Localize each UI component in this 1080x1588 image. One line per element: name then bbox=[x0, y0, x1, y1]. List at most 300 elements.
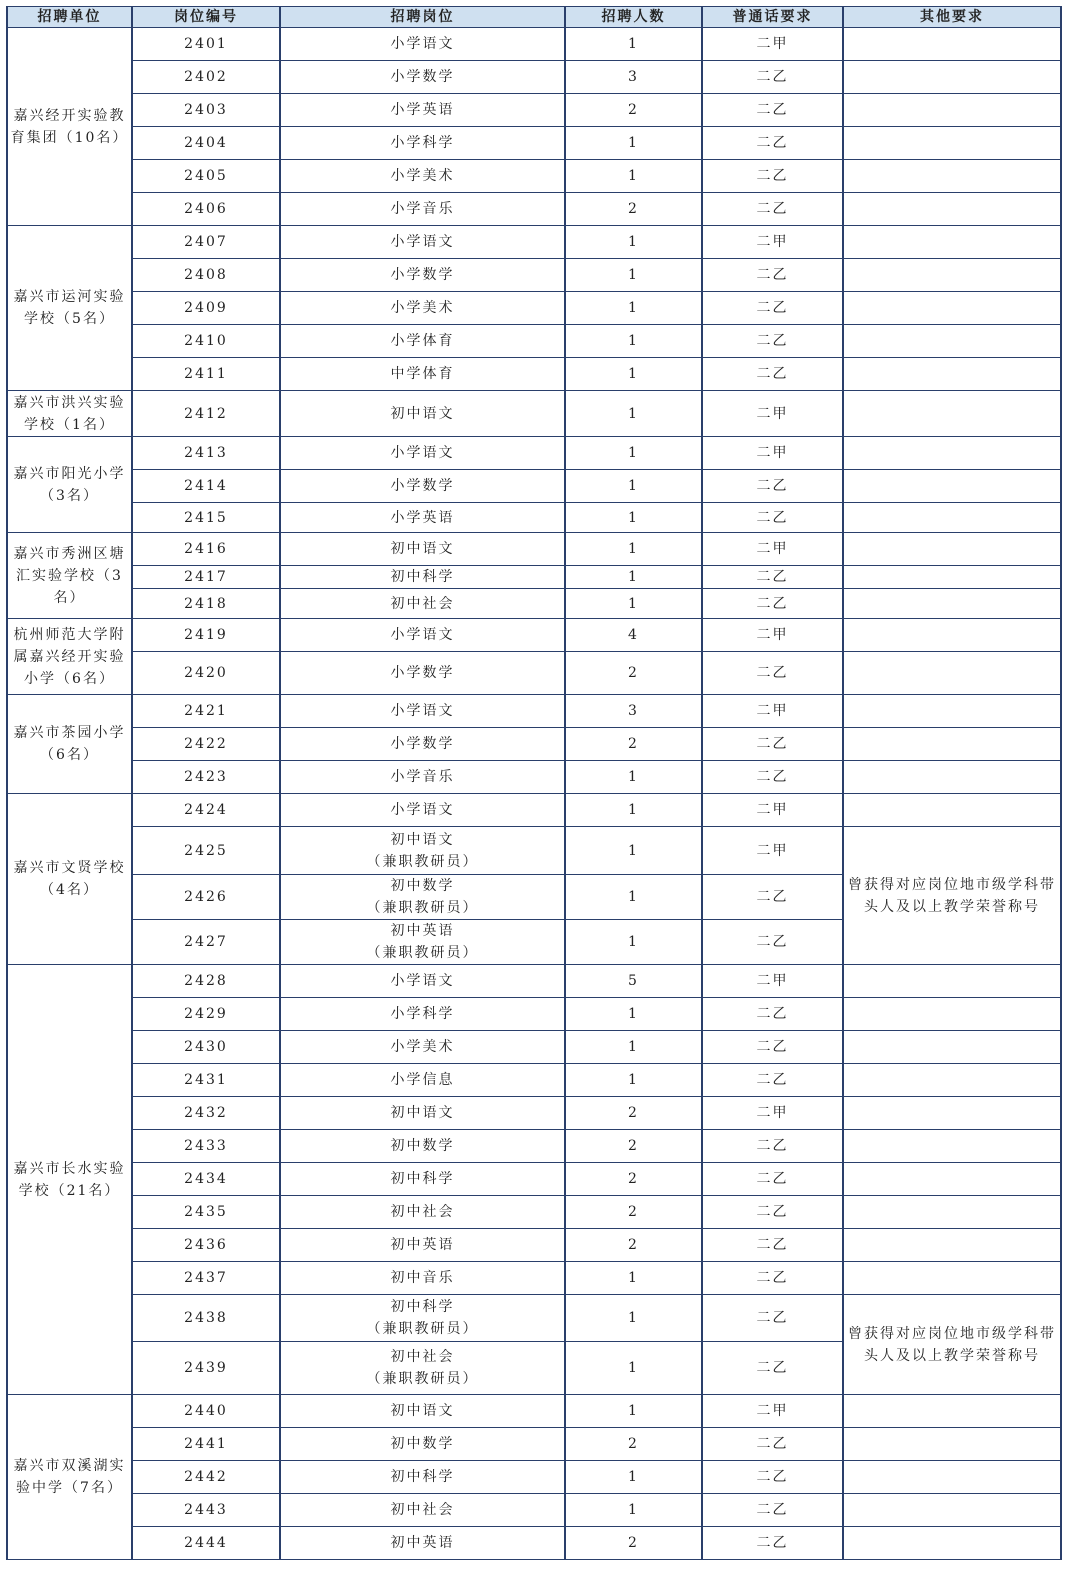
mandarin-cell: 二甲 bbox=[702, 391, 843, 437]
post-note: （兼职教研员） bbox=[366, 853, 479, 870]
code-cell: 2414 bbox=[132, 470, 280, 503]
post-name: 初中英语 bbox=[390, 1535, 455, 1551]
count-cell: 2 bbox=[565, 193, 702, 226]
code-cell: 2411 bbox=[132, 358, 280, 391]
count-cell: 1 bbox=[565, 391, 702, 437]
post-cell bbox=[280, 1064, 565, 1097]
mandarin-cell: 二甲 bbox=[702, 28, 843, 61]
post-cell bbox=[280, 391, 565, 437]
code-cell: 2440 bbox=[132, 1395, 280, 1428]
code-cell: 2442 bbox=[132, 1461, 280, 1494]
table-row bbox=[7, 1295, 1061, 1342]
table-row bbox=[7, 566, 1061, 589]
code-cell: 2430 bbox=[132, 1031, 280, 1064]
post-name: 小学语文 bbox=[390, 802, 455, 818]
mandarin-cell: 二甲 bbox=[702, 619, 843, 652]
other-requirement-cell: 曾获得对应岗位地市级学科带头人及以上教学荣誉称号 bbox=[843, 1295, 1061, 1395]
count-cell: 1 bbox=[565, 1461, 702, 1494]
table-row bbox=[7, 470, 1061, 503]
mandarin-cell: 二乙 bbox=[702, 998, 843, 1031]
code-cell: 2421 bbox=[132, 695, 280, 728]
code-cell: 2410 bbox=[132, 325, 280, 358]
count-cell: 2 bbox=[565, 652, 702, 695]
post-name: 初中科学 bbox=[390, 1171, 455, 1187]
other-requirement-cell bbox=[843, 794, 1061, 827]
post-cell bbox=[280, 1461, 565, 1494]
table-row bbox=[7, 292, 1061, 325]
code-cell: 2408 bbox=[132, 259, 280, 292]
count-cell: 1 bbox=[565, 761, 702, 794]
count-cell: 2 bbox=[565, 94, 702, 127]
post-name: 初中语文 bbox=[390, 831, 455, 848]
mandarin-cell: 二乙 bbox=[702, 728, 843, 761]
mandarin-cell: 二乙 bbox=[702, 1295, 843, 1342]
post-name: 小学语文 bbox=[390, 703, 455, 719]
unit-cell: 嘉兴市文贤学校（4名） bbox=[7, 794, 132, 965]
count-cell: 2 bbox=[565, 1196, 702, 1229]
count-cell: 1 bbox=[565, 794, 702, 827]
post-cell bbox=[280, 94, 565, 127]
header-post: 招聘岗位 bbox=[280, 7, 565, 28]
table-row bbox=[7, 1494, 1061, 1527]
post-name: 初中科学 bbox=[390, 1299, 455, 1315]
post-cell bbox=[280, 1342, 565, 1395]
post-name: 小学语文 bbox=[390, 445, 455, 461]
code-cell: 2435 bbox=[132, 1196, 280, 1229]
mandarin-cell: 二甲 bbox=[702, 794, 843, 827]
table-row bbox=[7, 533, 1061, 566]
post-name: 小学美术 bbox=[390, 168, 455, 184]
table-row bbox=[7, 965, 1061, 998]
mandarin-cell: 二乙 bbox=[702, 566, 843, 589]
count-cell: 2 bbox=[565, 728, 702, 761]
post-cell bbox=[280, 965, 565, 998]
mandarin-cell: 二乙 bbox=[702, 292, 843, 325]
code-cell: 2406 bbox=[132, 193, 280, 226]
post-cell bbox=[280, 619, 565, 652]
count-cell: 3 bbox=[565, 695, 702, 728]
code-cell: 2441 bbox=[132, 1428, 280, 1461]
code-cell: 2405 bbox=[132, 160, 280, 193]
post-cell bbox=[280, 437, 565, 470]
other-requirement-cell bbox=[843, 226, 1061, 259]
post-name: 初中社会 bbox=[390, 1502, 455, 1518]
post-cell bbox=[280, 1130, 565, 1163]
code-cell: 2403 bbox=[132, 94, 280, 127]
code-cell: 2401 bbox=[132, 28, 280, 61]
other-requirement-cell bbox=[843, 1395, 1061, 1428]
post-name: 小学美术 bbox=[390, 1039, 455, 1055]
other-requirement-cell bbox=[843, 1196, 1061, 1229]
post-cell bbox=[280, 1395, 565, 1428]
post-cell bbox=[280, 761, 565, 794]
count-cell: 2 bbox=[565, 1229, 702, 1262]
mandarin-cell: 二乙 bbox=[702, 1229, 843, 1262]
table-row bbox=[7, 358, 1061, 391]
code-cell: 2417 bbox=[132, 566, 280, 589]
post-name: 小学语文 bbox=[390, 627, 455, 643]
post-cell bbox=[280, 1163, 565, 1196]
mandarin-cell: 二乙 bbox=[702, 61, 843, 94]
post-name: 初中语文 bbox=[390, 1105, 455, 1121]
code-cell: 2423 bbox=[132, 761, 280, 794]
table-row bbox=[7, 28, 1061, 61]
code-cell: 2434 bbox=[132, 1163, 280, 1196]
unit-cell: 嘉兴市运河实验学校（5名） bbox=[7, 226, 132, 391]
code-cell: 2420 bbox=[132, 652, 280, 695]
post-name: 小学数学 bbox=[390, 267, 455, 283]
mandarin-cell: 二乙 bbox=[702, 1527, 843, 1560]
code-cell: 2436 bbox=[132, 1229, 280, 1262]
table-body bbox=[7, 28, 1061, 1560]
count-cell: 1 bbox=[565, 533, 702, 566]
other-requirement-cell bbox=[843, 652, 1061, 695]
table-row bbox=[7, 1130, 1061, 1163]
other-requirement-cell bbox=[843, 1428, 1061, 1461]
mandarin-cell: 二乙 bbox=[702, 1494, 843, 1527]
mandarin-cell: 二乙 bbox=[702, 1130, 843, 1163]
post-name: 小学音乐 bbox=[390, 769, 455, 785]
table-row bbox=[7, 127, 1061, 160]
count-cell: 1 bbox=[565, 1262, 702, 1295]
other-requirement-cell bbox=[843, 728, 1061, 761]
count-cell: 1 bbox=[565, 160, 702, 193]
code-cell: 2443 bbox=[132, 1494, 280, 1527]
post-name: 初中数学 bbox=[390, 1436, 455, 1452]
post-cell bbox=[280, 589, 565, 619]
post-name: 小学数学 bbox=[390, 665, 455, 681]
mandarin-cell: 二乙 bbox=[702, 470, 843, 503]
post-cell bbox=[280, 259, 565, 292]
table-row bbox=[7, 193, 1061, 226]
code-cell: 2422 bbox=[132, 728, 280, 761]
table-row bbox=[7, 1064, 1061, 1097]
other-requirement-cell bbox=[843, 695, 1061, 728]
mandarin-cell: 二乙 bbox=[702, 193, 843, 226]
table-row bbox=[7, 1395, 1061, 1428]
count-cell: 1 bbox=[565, 1494, 702, 1527]
mandarin-cell: 二乙 bbox=[702, 920, 843, 965]
count-cell: 1 bbox=[565, 503, 702, 533]
post-name: 小学科学 bbox=[390, 1006, 455, 1022]
count-cell: 1 bbox=[565, 28, 702, 61]
post-name: 初中社会 bbox=[390, 1349, 455, 1365]
mandarin-cell: 二乙 bbox=[702, 325, 843, 358]
post-name: 小学美术 bbox=[390, 300, 455, 316]
code-cell: 2402 bbox=[132, 61, 280, 94]
count-cell: 1 bbox=[565, 259, 702, 292]
other-requirement-cell bbox=[843, 193, 1061, 226]
table-row bbox=[7, 998, 1061, 1031]
count-cell: 5 bbox=[565, 965, 702, 998]
count-cell: 1 bbox=[565, 470, 702, 503]
code-cell: 2439 bbox=[132, 1342, 280, 1395]
code-cell: 2433 bbox=[132, 1130, 280, 1163]
other-requirement-cell bbox=[843, 965, 1061, 998]
code-cell: 2419 bbox=[132, 619, 280, 652]
mandarin-cell: 二乙 bbox=[702, 503, 843, 533]
post-name: 初中语文 bbox=[390, 1403, 455, 1419]
post-cell bbox=[280, 1295, 565, 1342]
header-count: 招聘人数 bbox=[565, 7, 702, 28]
mandarin-cell: 二乙 bbox=[702, 94, 843, 127]
post-name: 初中语文 bbox=[390, 541, 455, 557]
table-row bbox=[7, 1163, 1061, 1196]
table-row bbox=[7, 160, 1061, 193]
code-cell: 2416 bbox=[132, 533, 280, 566]
other-requirement-cell bbox=[843, 160, 1061, 193]
table-row bbox=[7, 761, 1061, 794]
count-cell: 2 bbox=[565, 1163, 702, 1196]
unit-cell: 嘉兴市茶园小学（6名） bbox=[7, 695, 132, 794]
count-cell: 2 bbox=[565, 1130, 702, 1163]
post-cell bbox=[280, 292, 565, 325]
header-code: 岗位编号 bbox=[132, 7, 280, 28]
mandarin-cell: 二甲 bbox=[702, 965, 843, 998]
post-name: 初中数学 bbox=[390, 878, 455, 894]
other-requirement-cell bbox=[843, 259, 1061, 292]
table-row bbox=[7, 589, 1061, 619]
count-cell: 2 bbox=[565, 1097, 702, 1130]
other-requirement-cell bbox=[843, 1163, 1061, 1196]
post-cell bbox=[280, 566, 565, 589]
other-requirement-cell bbox=[843, 1229, 1061, 1262]
other-requirement-cell bbox=[843, 1064, 1061, 1097]
count-cell: 1 bbox=[565, 127, 702, 160]
table-header-row bbox=[7, 7, 1061, 28]
post-cell bbox=[280, 470, 565, 503]
mandarin-cell: 二甲 bbox=[702, 695, 843, 728]
post-note: （兼职教研员） bbox=[366, 945, 479, 961]
code-cell: 2437 bbox=[132, 1262, 280, 1295]
post-cell bbox=[280, 1229, 565, 1262]
table-row bbox=[7, 503, 1061, 533]
count-cell: 1 bbox=[565, 920, 702, 965]
table-row bbox=[7, 1229, 1061, 1262]
post-cell bbox=[280, 1097, 565, 1130]
post-name: 初中科学 bbox=[390, 1469, 455, 1485]
post-name: 小学音乐 bbox=[390, 201, 455, 217]
post-cell bbox=[280, 827, 565, 875]
other-requirement-cell bbox=[843, 437, 1061, 470]
post-note: （兼职教研员） bbox=[366, 900, 479, 916]
code-cell: 2431 bbox=[132, 1064, 280, 1097]
count-cell: 2 bbox=[565, 1527, 702, 1560]
mandarin-cell: 二乙 bbox=[702, 1428, 843, 1461]
post-name: 中学体育 bbox=[390, 366, 455, 382]
code-cell: 2432 bbox=[132, 1097, 280, 1130]
mandarin-cell: 二乙 bbox=[702, 358, 843, 391]
post-name: 初中语文 bbox=[390, 405, 455, 422]
table-row bbox=[7, 1461, 1061, 1494]
post-cell bbox=[280, 358, 565, 391]
mandarin-cell: 二乙 bbox=[702, 1342, 843, 1395]
code-cell: 2427 bbox=[132, 920, 280, 965]
table-row bbox=[7, 728, 1061, 761]
code-cell: 2444 bbox=[132, 1527, 280, 1560]
other-requirement-cell bbox=[843, 1031, 1061, 1064]
other-requirement-cell bbox=[843, 503, 1061, 533]
mandarin-cell: 二乙 bbox=[702, 259, 843, 292]
post-name: 小学信息 bbox=[390, 1072, 455, 1088]
code-cell: 2424 bbox=[132, 794, 280, 827]
code-cell: 2404 bbox=[132, 127, 280, 160]
count-cell: 1 bbox=[565, 1064, 702, 1097]
other-requirement-cell bbox=[843, 61, 1061, 94]
mandarin-cell: 二乙 bbox=[702, 875, 843, 920]
code-cell: 2413 bbox=[132, 437, 280, 470]
other-requirement-cell bbox=[843, 470, 1061, 503]
mandarin-cell: 二甲 bbox=[702, 226, 843, 259]
other-requirement-cell bbox=[843, 998, 1061, 1031]
post-cell bbox=[280, 1262, 565, 1295]
table-row bbox=[7, 325, 1061, 358]
count-cell: 1 bbox=[565, 875, 702, 920]
table-row bbox=[7, 619, 1061, 652]
post-cell bbox=[280, 193, 565, 226]
post-cell bbox=[280, 794, 565, 827]
post-cell bbox=[280, 503, 565, 533]
count-cell: 4 bbox=[565, 619, 702, 652]
other-requirement-cell bbox=[843, 566, 1061, 589]
post-cell bbox=[280, 1031, 565, 1064]
code-cell: 2438 bbox=[132, 1295, 280, 1342]
mandarin-cell: 二乙 bbox=[702, 127, 843, 160]
header-unit: 招聘单位 bbox=[7, 7, 132, 28]
mandarin-cell: 二乙 bbox=[702, 589, 843, 619]
count-cell: 1 bbox=[565, 1395, 702, 1428]
other-requirement-cell bbox=[843, 1262, 1061, 1295]
other-requirement-cell: 曾获得对应岗位地市级学科带头人及以上教学荣誉称号 bbox=[843, 827, 1061, 965]
unit-cell: 嘉兴市长水实验学校（21名） bbox=[7, 965, 132, 1395]
count-cell: 1 bbox=[565, 292, 702, 325]
count-cell: 2 bbox=[565, 1428, 702, 1461]
other-requirement-cell bbox=[843, 1130, 1061, 1163]
other-requirement-cell bbox=[843, 1461, 1061, 1494]
post-name: 小学体育 bbox=[390, 333, 455, 349]
count-cell: 3 bbox=[565, 61, 702, 94]
other-requirement-cell bbox=[843, 127, 1061, 160]
table-row bbox=[7, 259, 1061, 292]
mandarin-cell: 二乙 bbox=[702, 761, 843, 794]
count-cell: 1 bbox=[565, 589, 702, 619]
table-row bbox=[7, 1097, 1061, 1130]
other-requirement-cell bbox=[843, 292, 1061, 325]
other-requirement-cell bbox=[843, 761, 1061, 794]
unit-cell: 杭州师范大学附属嘉兴经开实验小学（6名） bbox=[7, 619, 132, 695]
table-row bbox=[7, 695, 1061, 728]
count-cell: 1 bbox=[565, 1295, 702, 1342]
other-requirement-cell bbox=[843, 1494, 1061, 1527]
table-row bbox=[7, 1527, 1061, 1560]
post-cell bbox=[280, 28, 565, 61]
header-mandarin: 普通话要求 bbox=[702, 7, 843, 28]
count-cell: 1 bbox=[565, 437, 702, 470]
post-name: 初中英语 bbox=[390, 923, 455, 939]
table-row bbox=[7, 652, 1061, 695]
post-name: 小学数学 bbox=[390, 69, 455, 85]
count-cell: 1 bbox=[565, 226, 702, 259]
post-cell bbox=[280, 728, 565, 761]
mandarin-cell: 二甲 bbox=[702, 1395, 843, 1428]
count-cell: 1 bbox=[565, 1342, 702, 1395]
post-cell bbox=[280, 1494, 565, 1527]
post-cell bbox=[280, 127, 565, 160]
mandarin-cell: 二乙 bbox=[702, 1064, 843, 1097]
table-row bbox=[7, 1428, 1061, 1461]
post-name: 小学数学 bbox=[390, 736, 455, 752]
other-requirement-cell bbox=[843, 1527, 1061, 1560]
unit-cell: 嘉兴市阳光小学（3名） bbox=[7, 437, 132, 533]
table-row bbox=[7, 94, 1061, 127]
count-cell: 1 bbox=[565, 358, 702, 391]
post-name: 初中社会 bbox=[390, 1204, 455, 1220]
post-name: 小学英语 bbox=[390, 102, 455, 118]
unit-cell: 嘉兴市秀洲区塘汇实验学校（3名） bbox=[7, 533, 132, 619]
count-cell: 1 bbox=[565, 827, 702, 875]
other-requirement-cell bbox=[843, 391, 1061, 437]
mandarin-cell: 二乙 bbox=[702, 1163, 843, 1196]
mandarin-cell: 二乙 bbox=[702, 1031, 843, 1064]
other-requirement-cell bbox=[843, 28, 1061, 61]
mandarin-cell: 二甲 bbox=[702, 533, 843, 566]
post-name: 小学英语 bbox=[390, 509, 455, 526]
post-note: （兼职教研员） bbox=[366, 1371, 479, 1387]
other-requirement-cell bbox=[843, 589, 1061, 619]
count-cell: 1 bbox=[565, 1031, 702, 1064]
table-row bbox=[7, 391, 1061, 437]
post-note: （兼职教研员） bbox=[366, 1321, 479, 1337]
post-name: 小学语文 bbox=[390, 973, 455, 989]
count-cell: 1 bbox=[565, 566, 702, 589]
header-other: 其他要求 bbox=[843, 7, 1061, 28]
unit-cell: 嘉兴市洪兴实验学校（1名） bbox=[7, 391, 132, 437]
unit-cell: 嘉兴市双溪湖实验中学（7名） bbox=[7, 1395, 132, 1560]
post-cell bbox=[280, 160, 565, 193]
table-row bbox=[7, 1262, 1061, 1295]
mandarin-cell: 二甲 bbox=[702, 827, 843, 875]
code-cell: 2429 bbox=[132, 998, 280, 1031]
other-requirement-cell bbox=[843, 619, 1061, 652]
table-row bbox=[7, 1196, 1061, 1229]
post-name: 初中科学 bbox=[390, 569, 455, 585]
mandarin-cell: 二乙 bbox=[702, 652, 843, 695]
post-cell bbox=[280, 61, 565, 94]
post-cell bbox=[280, 875, 565, 920]
mandarin-cell: 二乙 bbox=[702, 1461, 843, 1494]
table-row bbox=[7, 226, 1061, 259]
other-requirement-cell bbox=[843, 94, 1061, 127]
post-cell bbox=[280, 1527, 565, 1560]
post-name: 小学科学 bbox=[390, 135, 455, 151]
post-name: 初中数学 bbox=[390, 1138, 455, 1154]
post-name: 初中社会 bbox=[390, 595, 455, 612]
mandarin-cell: 二甲 bbox=[702, 1097, 843, 1130]
table-row bbox=[7, 437, 1061, 470]
post-cell bbox=[280, 533, 565, 566]
post-cell bbox=[280, 652, 565, 695]
table-row bbox=[7, 61, 1061, 94]
other-requirement-cell bbox=[843, 358, 1061, 391]
post-name: 初中英语 bbox=[390, 1237, 455, 1253]
post-cell bbox=[280, 1428, 565, 1461]
post-cell bbox=[280, 695, 565, 728]
mandarin-cell: 二乙 bbox=[702, 160, 843, 193]
mandarin-cell: 二乙 bbox=[702, 1196, 843, 1229]
count-cell: 1 bbox=[565, 998, 702, 1031]
code-cell: 2425 bbox=[132, 827, 280, 875]
code-cell: 2412 bbox=[132, 391, 280, 437]
